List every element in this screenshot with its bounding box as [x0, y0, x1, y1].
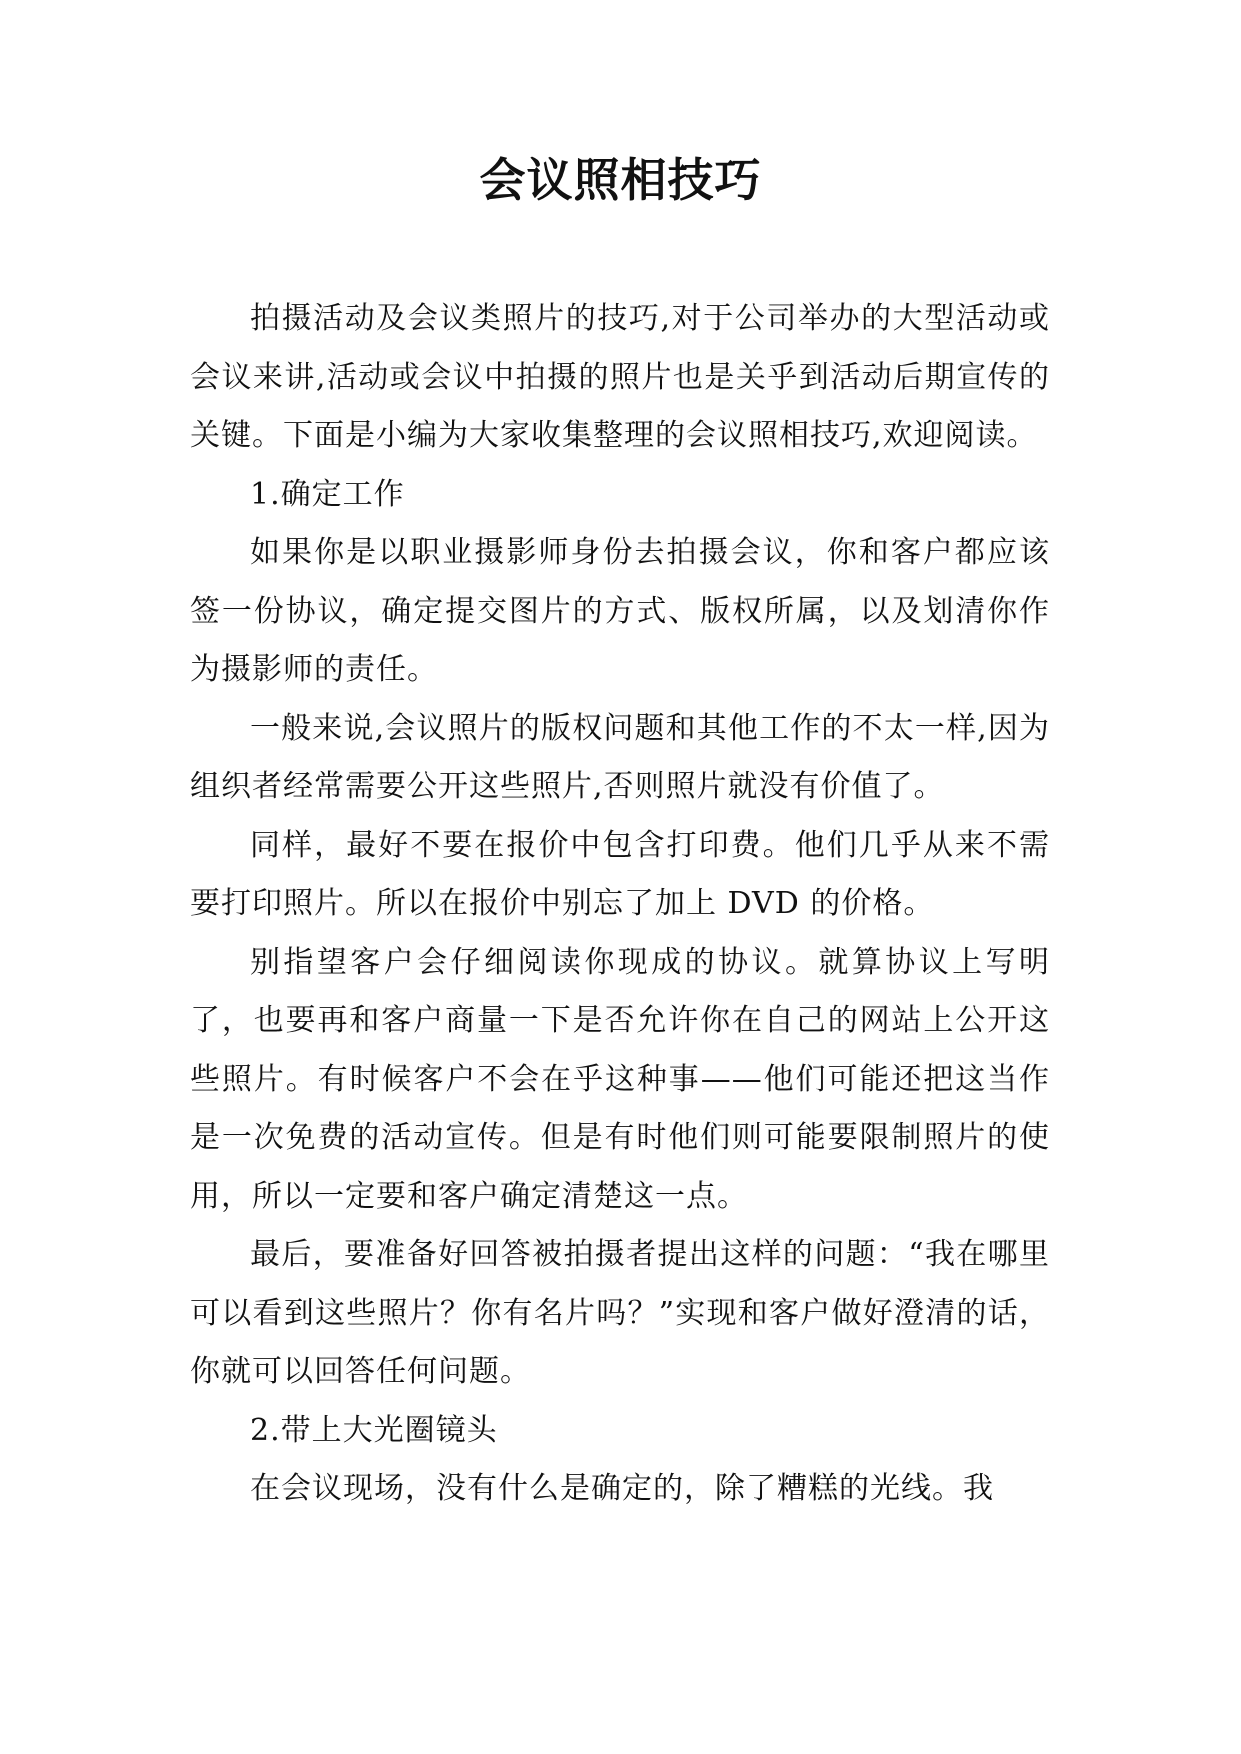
paragraph: 一般来说,会议照片的版权问题和其他工作的不太一样,因为组织者经常需要公开这些照片,否则照片就没有价值了。	[190, 710, 1050, 804]
paragraph: 同样，最好不要在报价中包含打印费。他们几乎从来不需要打印照片。所以在报价中别忘了加上 DVD 的价格。	[190, 827, 1050, 921]
section-heading-1: 1.确定工作	[250, 476, 405, 512]
paragraph: 别指望客户会仔细阅读你现成的协议。就算协议上写明了，也要再和客户商量一下是否允许你在自己的网站上公开这些照片。有时候客户不会在乎这种事——他们可能还把这当作是一次免费的活动宣传。但是有时他们则可能要限制照片的使用，所以一定要和客户确定清楚这一点。	[190, 944, 1050, 1214]
paragraph-intro: 拍摄活动及会议类照片的技巧,对于公司举办的大型活动或会议来讲,活动或会议中拍摄的照片也是关乎到活动后期宣传的关键。下面是小编为大家收集整理的会议照相技巧,欢迎阅读。	[190, 301, 1050, 453]
document-title: 会议照相技巧	[479, 153, 762, 207]
section-heading-2: 2.带上大光圈镜头	[250, 1412, 498, 1448]
document-body	[190, 290, 1050, 1519]
paragraph: 在会议现场，没有什么是确定的，除了糟糕的光线。我	[250, 1471, 994, 1506]
paragraph: 最后，要准备好回答被拍摄者提出这样的问题：“我在哪里可以看到这些照片？你有名片吗？”实现和客户做好澄清的话，你就可以回答任何问题。	[190, 1237, 1050, 1389]
paragraph: 如果你是以职业摄影师身份去拍摄会议，你和客户都应该签一份协议，确定提交图片的方式、版权所属，以及划清你作为摄影师的责任。	[190, 535, 1050, 687]
